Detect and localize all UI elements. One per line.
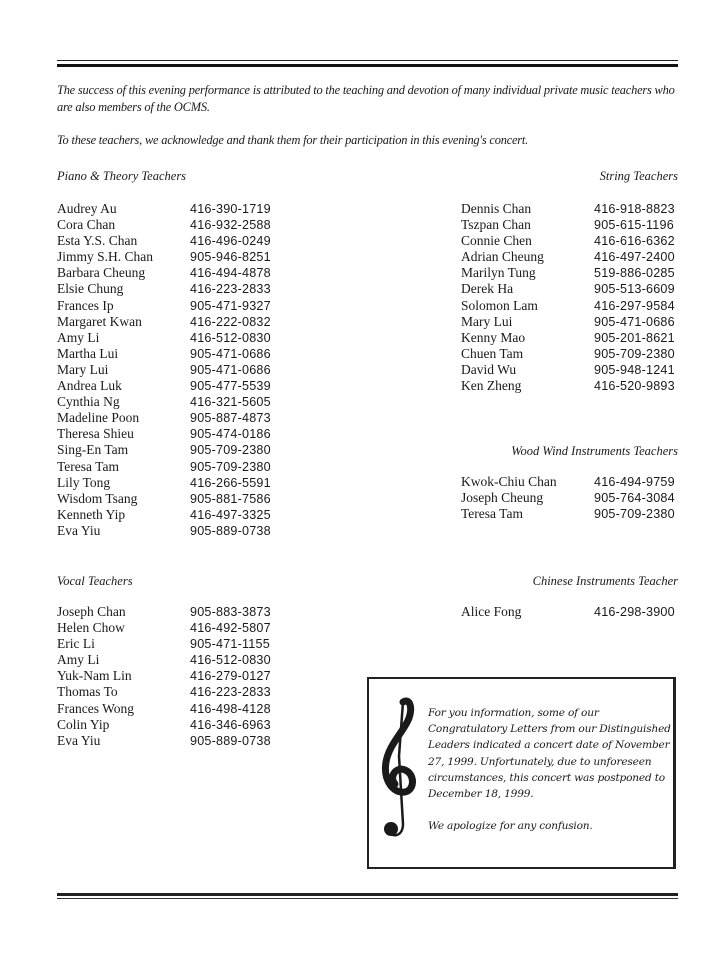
teacher-name: Teresa Tam [57,458,119,474]
teacher-row [57,507,271,523]
teacher-row [57,652,271,668]
teacher-row [57,394,271,410]
teacher-name: Derek Ha [461,281,514,297]
teacher-row [461,506,675,522]
teacher-phone: 416-266-5591 [190,475,271,490]
teacher-phone: 416-616-6362 [594,234,675,249]
teacher-phone: 416-494-9759 [594,475,675,489]
teacher-phone: 905-881-7586 [190,491,271,506]
teacher-phone: 905-474-0186 [190,427,271,442]
teacher-row [57,378,271,394]
teacher-name: Wisdom Tsang [57,490,138,506]
teacher-row [57,717,271,733]
teacher-name: Joseph Cheung [461,490,544,506]
teacher-phone: 905-889-0738 [190,523,271,538]
teacher-phone: 416-390-1719 [190,202,271,216]
teacher-row [57,604,271,620]
teacher-phone: 416-512-0830 [190,653,271,668]
teacher-phone: 905-201-8621 [594,330,675,345]
teacher-row [461,298,675,314]
teacher-name: Esta Y.S. Chan [57,233,138,249]
teacher-row [57,217,271,233]
teacher-phone: 905-709-2380 [190,459,271,474]
teacher-name: Margaret Kwan [57,313,142,329]
teacher-row [57,281,271,297]
teacher-name: Connie Chen [461,233,532,249]
piano-theory-heading: Piano & Theory Teachers [57,169,187,183]
teacher-row [57,265,271,281]
teacher-row [57,346,271,362]
teacher-phone: 905-471-9327 [190,298,271,313]
top-double-rule [57,60,678,67]
teacher-row [57,426,271,442]
teacher-phone: 416-321-5605 [190,395,271,410]
postponement-notice-box [367,677,676,869]
teacher-row [461,233,675,249]
teacher-name: Frances Wong [57,700,135,716]
teacher-row [57,442,271,458]
teacher-name: Tszpan Chan [461,217,531,233]
teacher-name: Kenneth Yip [57,506,126,522]
teacher-phone: 416-223-2833 [190,685,271,700]
teacher-name: Joseph Chan [57,604,126,619]
teacher-phone: 416-497-2400 [594,250,675,265]
teacher-phone: 905-471-1155 [190,637,270,652]
teacher-name: Kenny Mao [461,329,526,345]
teacher-name: Eric Li [57,636,95,652]
teacher-name: David Wu [461,361,517,377]
teacher-name: Madeline Poon [57,410,140,426]
teacher-name: Teresa Tam [461,506,523,522]
treble-clef-icon [379,696,419,846]
teacher-name: Chuen Tam [461,345,524,361]
teacher-phone: 905-615-1196 [594,218,674,233]
teacher-row [57,701,271,717]
teacher-row [461,378,675,394]
teacher-phone: 905-889-0738 [190,733,271,748]
teacher-row [461,265,675,281]
bottom-double-rule [57,893,678,899]
woodwind-heading: Wood Wind Instruments Teachers [511,444,678,458]
teacher-row [461,362,675,378]
teacher-phone: 519-886-0285 [594,266,675,281]
teacher-phone: 905-709-2380 [190,443,271,458]
teacher-row [57,684,271,700]
string-heading: String Teachers [599,169,678,183]
intro-text [57,82,687,149]
teacher-row [461,346,675,362]
teacher-row [57,362,271,378]
teacher-phone: 416-223-2833 [190,282,271,297]
teacher-row [57,668,271,684]
notice-text [428,705,678,834]
teacher-name: Amy Li [57,329,100,345]
teacher-row [57,636,271,652]
teacher-name: Dennis Chan [461,201,532,216]
teacher-phone: 905-471-0686 [594,314,675,329]
teacher-phone: 416-497-3325 [190,507,271,522]
teacher-row [461,474,675,490]
teacher-name: Mary Lui [57,361,109,377]
teacher-row [57,298,271,314]
teacher-phone: 905-709-2380 [594,507,675,522]
teacher-row [57,491,271,507]
teacher-row [57,314,271,330]
teacher-row [461,490,675,506]
teacher-name: Lily Tong [57,474,111,490]
teacher-name: Adrian Cheung [461,249,544,265]
string-teacher-list [461,201,675,394]
teacher-name: Frances Ip [57,297,114,313]
teacher-name: Jimmy S.H. Chan [57,249,154,265]
teacher-phone: 416-498-4128 [190,701,271,716]
piano-theory-teacher-list [57,201,271,539]
teacher-row [461,249,675,265]
teacher-name: Eva Yiu [57,732,101,748]
teacher-phone: 416-297-9584 [594,298,675,313]
teacher-row [461,330,675,346]
teacher-phone: 416-932-2588 [190,218,271,233]
teacher-name: Martha Lui [57,345,119,361]
teacher-name: Cynthia Ng [57,394,120,410]
teacher-row [57,523,271,539]
teacher-name: Sing-En Tam [57,442,129,458]
notice-paragraph-2: We apologize for any confusion. [428,820,593,833]
teacher-row [57,233,271,249]
teacher-row [461,314,675,330]
intro-paragraph-2: To these teachers, we acknowledge and thank them for their participation in this evening's concert. [57,133,529,147]
woodwind-teacher-list [461,474,675,522]
teacher-row [461,604,675,620]
teacher-name: Cora Chan [57,217,116,233]
teacher-row [461,201,675,217]
teacher-name: Solomon Lam [461,297,538,313]
teacher-phone: 416-512-0830 [190,330,271,345]
teacher-row [57,459,271,475]
chinese-instruments-heading: Chinese Instruments Teacher [532,574,678,588]
teacher-phone: 416-494-4878 [190,266,271,281]
teacher-name: Kwok-Chiu Chan [461,474,557,489]
teacher-phone: 416-279-0127 [190,669,271,684]
teacher-name: Theresa Shieu [57,426,134,442]
teacher-phone: 905-513-6609 [594,282,675,297]
chinese-instruments-teacher-list [461,604,675,620]
teacher-name: Amy Li [57,652,100,668]
teacher-name: Colin Yip [57,716,110,732]
teacher-phone: 905-471-0686 [190,362,271,377]
teacher-phone: 416-496-0249 [190,234,271,249]
teacher-name: Andrea Luk [57,378,122,394]
teacher-row [57,620,271,636]
teacher-name: Audrey Au [57,201,117,216]
vocal-teacher-list [57,604,271,749]
teacher-phone: 905-883-3873 [190,605,271,619]
teacher-phone: 905-948-1241 [594,362,675,377]
teacher-name: Barbara Cheung [57,265,146,281]
teacher-name: Marilyn Tung [461,265,536,281]
teacher-name: Yuk-Nam Lin [57,668,132,684]
teacher-phone: 905-946-8251 [190,250,271,265]
teacher-phone: 905-471-0686 [190,346,271,361]
teacher-name: Eva Yiu [57,522,101,538]
intro-paragraph-1: The success of this evening performance is attributed to the teaching and devotion of many individual private music teachers who are also members of the OCMS. [57,83,675,114]
teacher-row [57,330,271,346]
teacher-name: Alice Fong [461,604,522,619]
teacher-row [57,475,271,491]
vocal-heading: Vocal Teachers [57,574,133,588]
teacher-row [57,249,271,265]
teacher-name: Thomas To [57,684,118,700]
teacher-phone: 416-918-8823 [594,202,675,216]
teacher-name: Helen Chow [57,620,125,636]
teacher-phone: 416-298-3900 [594,605,675,619]
notice-paragraph-1: For you information, some of our Congratulatory Letters from our Distinguished Leaders indicated a concert date of November 27, 1999. Unfortunately, due to unforeseen circumstances, this concert was postponed to December 18, 1999. [428,707,671,801]
teacher-row [461,281,675,297]
teacher-row [461,217,675,233]
teacher-phone: 416-492-5807 [190,621,271,636]
teacher-phone: 416-520-9893 [594,379,675,394]
teacher-name: Elsie Chung [57,281,124,297]
teacher-phone: 905-477-5539 [190,379,271,394]
teacher-phone: 416-346-6963 [190,717,271,732]
teacher-row [57,410,271,426]
teacher-name: Mary Lui [461,313,513,329]
teacher-row [57,201,271,217]
teacher-phone: 416-222-0832 [190,314,271,329]
teacher-phone: 905-887-4873 [190,411,271,426]
teacher-phone: 905-764-3084 [594,491,675,506]
teacher-row [57,733,271,749]
teacher-name: Ken Zheng [461,378,522,394]
teacher-phone: 905-709-2380 [594,346,675,361]
